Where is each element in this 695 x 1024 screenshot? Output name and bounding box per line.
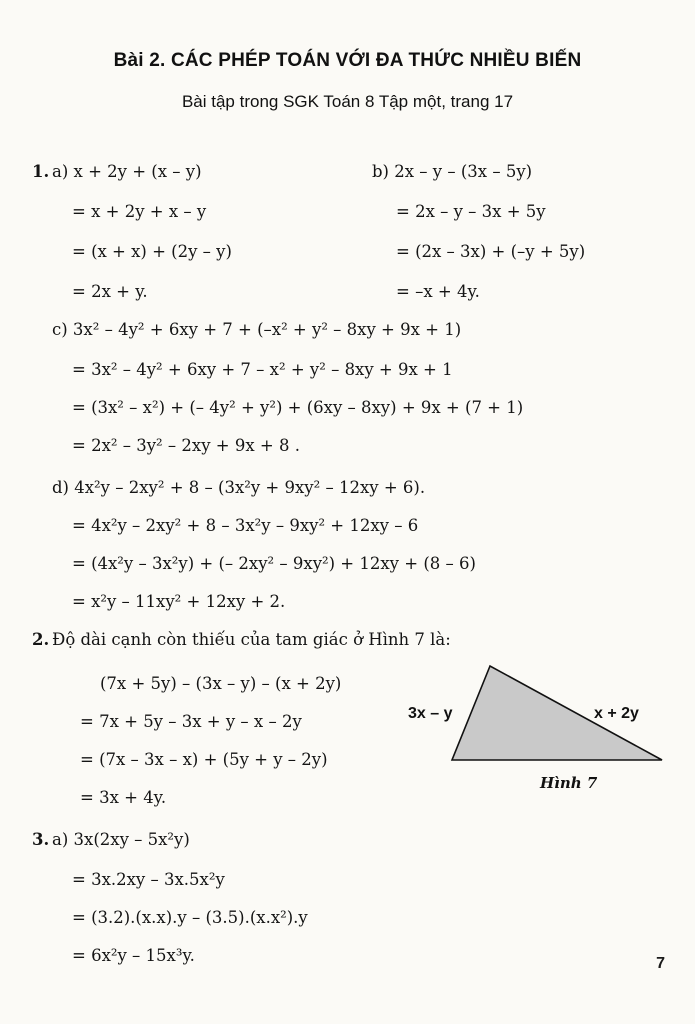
- ex2-intro: Độ dài cạnh còn thiếu của tam giác ở Hình 7 là:: [52, 630, 451, 649]
- ex2-line-4: = 3x + 4y.: [80, 788, 167, 807]
- ex1-c-line-1: c) 3x² – 4y² + 6xy + 7 + (–x² + y² – 8xy + 9x + 1): [52, 320, 462, 339]
- ex1-c-line-4: = 2x² – 3y² – 2xy + 9x + 8 .: [72, 436, 300, 455]
- ex3-line-4: = 6x²y – 15x³y.: [72, 946, 195, 965]
- ex1-number: 1.: [32, 162, 50, 181]
- ex3-line-3: = (3.2).(x.x).y – (3.5).(x.x²).y: [72, 908, 308, 927]
- ex2-line-3: = (7x – 3x – x) + (5y + y – 2y): [80, 750, 328, 769]
- figure-caption: Hình 7: [540, 774, 598, 792]
- ex3-line-2: = 3x.2xy – 3x.5x²y: [72, 870, 225, 889]
- ex1-a-line-3: = (x + x) + (2y – y): [72, 242, 232, 261]
- ex1-b-line-3: = (2x – 3x) + (–y + 5y): [396, 242, 586, 261]
- ex1-c-line-3: = (3x² – x²) + (– 4y² + y²) + (6xy – 8xy) + 9x + (7 + 1): [72, 398, 524, 417]
- ex1-a-line-2: = x + 2y + x – y: [72, 202, 207, 221]
- page-number: 7: [656, 955, 665, 972]
- ex1-d-line-3: = (4x²y – 3x²y) + (– 2xy² – 9xy²) + 12xy + (8 – 6): [72, 554, 476, 573]
- triangle-left-side-label: 3x – y: [408, 705, 453, 722]
- ex3-number: 3.: [32, 830, 50, 849]
- ex1-d-line-4: = x²y – 11xy² + 12xy + 2.: [72, 592, 286, 611]
- page-title: Bài 2. CÁC PHÉP TOÁN VỚI ĐA THỨC NHIỀU BIẾN: [113, 50, 582, 71]
- ex1-b-line-2: = 2x – y – 3x + 5y: [396, 202, 546, 221]
- ex1-b-line-4: = –x + 4y.: [396, 282, 480, 301]
- ex1-b-line-1: b) 2x – y – (3x – 5y): [372, 162, 533, 181]
- ex2-number: 2.: [32, 630, 50, 649]
- page-subtitle: Bài tập trong SGK Toán 8 Tập một, trang 17: [181, 92, 514, 111]
- ex2-line-1: (7x + 5y) – (3x – y) – (x + 2y): [100, 674, 342, 693]
- ex1-c-line-2: = 3x² – 4y² + 6xy + 7 – x² + y² – 8xy + 9x + 1: [72, 360, 453, 379]
- ex2-line-2: = 7x + 5y – 3x + y – x – 2y: [80, 712, 302, 731]
- ex1-d-line-1: d) 4x²y – 2xy² + 8 – (3x²y + 9xy² – 12xy + 6).: [52, 478, 426, 497]
- ex1-a-line-4: = 2x + y.: [72, 282, 148, 301]
- triangle-right-side-label: x + 2y: [594, 705, 639, 722]
- ex1-d-line-2: = 4x²y – 2xy² + 8 – 3x²y – 9xy² + 12xy – 6: [72, 516, 419, 535]
- ex3-line-1: a) 3x(2xy – 5x²y): [52, 830, 190, 849]
- ex1-a-line-1: a) x + 2y + (x – y): [52, 162, 202, 181]
